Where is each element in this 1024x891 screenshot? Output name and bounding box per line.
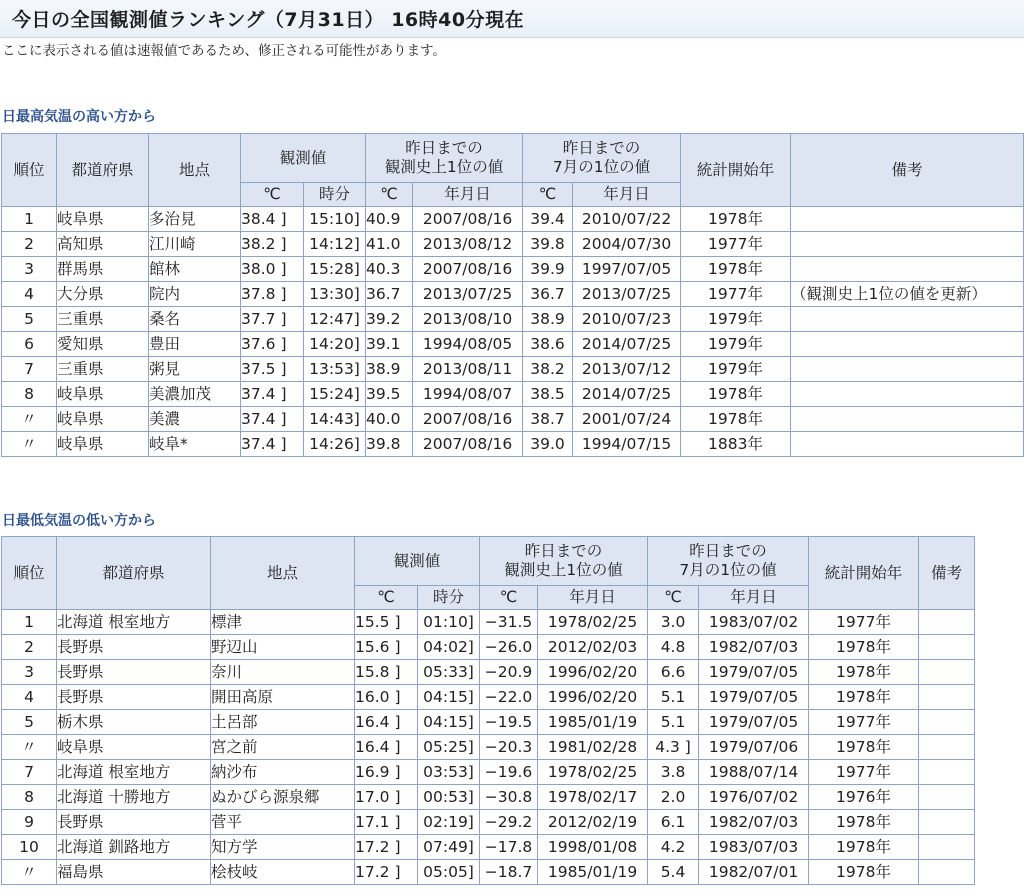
record-month-value-cell: 38.5 bbox=[523, 382, 573, 407]
observed-value-cell: 15.6 ] bbox=[355, 635, 418, 660]
observed-value-cell: 15.5 ] bbox=[355, 610, 418, 635]
header-remarks: 備考 bbox=[919, 537, 975, 610]
rank-cell: 6 bbox=[2, 332, 57, 357]
rank-cell: 〃 bbox=[2, 407, 57, 432]
remarks-cell bbox=[919, 810, 975, 835]
remarks-cell: （観測史上1位の値を更新） bbox=[791, 282, 1024, 307]
record-all-date-cell: 2013/08/11 bbox=[413, 357, 523, 382]
prefecture-cell: 大分県 bbox=[57, 282, 149, 307]
start-year-cell: 1977年 bbox=[809, 610, 919, 635]
rank-cell: 10 bbox=[2, 835, 57, 860]
record-month-date-cell: 1982/07/03 bbox=[699, 810, 809, 835]
rank-cell: 2 bbox=[2, 635, 57, 660]
observed-time-cell: 12:47] bbox=[304, 307, 366, 332]
record-month-date-cell: 1979/07/05 bbox=[699, 685, 809, 710]
observed-value-cell: 16.4 ] bbox=[355, 735, 418, 760]
prefecture-cell: 三重県 bbox=[57, 307, 149, 332]
subheader-time: 時分 bbox=[304, 183, 366, 207]
record-all-value-cell: 40.9 bbox=[366, 207, 413, 232]
record-month-value-cell: 4.2 bbox=[648, 835, 699, 860]
record-month-date-cell: 1979/07/05 bbox=[699, 660, 809, 685]
prefecture-cell: 愛知県 bbox=[57, 332, 149, 357]
rank-cell: 1 bbox=[2, 207, 57, 232]
subheader-unit: ℃ bbox=[480, 586, 538, 610]
record-month-date-cell: 1997/07/05 bbox=[573, 257, 681, 282]
header-record-month: 昨日までの 7月の1位の値 bbox=[648, 537, 809, 586]
rank-cell: 〃 bbox=[2, 735, 57, 760]
station-cell: 桧枝岐 bbox=[211, 860, 355, 885]
record-month-date-cell: 1983/07/02 bbox=[699, 610, 809, 635]
record-month-value-cell: 39.4 bbox=[523, 207, 573, 232]
observed-value-cell: 16.9 ] bbox=[355, 760, 418, 785]
start-year-cell: 1977年 bbox=[809, 760, 919, 785]
record-all-date-cell: 1978/02/25 bbox=[538, 760, 648, 785]
record-all-date-cell: 1994/08/07 bbox=[413, 382, 523, 407]
record-all-value-cell: 40.0 bbox=[366, 407, 413, 432]
station-cell: 美濃 bbox=[149, 407, 241, 432]
header-record-month: 昨日までの 7月の1位の値 bbox=[523, 134, 681, 183]
observed-time-cell: 13:30] bbox=[304, 282, 366, 307]
observed-value-cell: 37.4 ] bbox=[241, 432, 304, 457]
record-all-value-cell: −31.5 bbox=[480, 610, 538, 635]
header-record-all: 昨日までの 観測史上1位の値 bbox=[366, 134, 523, 183]
table-row bbox=[2, 810, 975, 835]
remarks-cell bbox=[791, 357, 1024, 382]
table-row bbox=[2, 332, 1024, 357]
table-row bbox=[2, 207, 1024, 232]
prefecture-cell: 長野県 bbox=[57, 810, 211, 835]
record-all-value-cell: 39.1 bbox=[366, 332, 413, 357]
record-all-value-cell: 36.7 bbox=[366, 282, 413, 307]
record-all-date-cell: 2013/08/10 bbox=[413, 307, 523, 332]
observed-time-cell: 00:53] bbox=[418, 785, 480, 810]
header-observed: 観測値 bbox=[355, 537, 480, 586]
station-cell: 江川崎 bbox=[149, 232, 241, 257]
station-cell: 土呂部 bbox=[211, 710, 355, 735]
record-all-value-cell: −19.6 bbox=[480, 760, 538, 785]
table-row bbox=[2, 357, 1024, 382]
header-prefecture: 都道府県 bbox=[57, 134, 149, 207]
record-month-date-cell: 1982/07/03 bbox=[699, 635, 809, 660]
rank-cell: 8 bbox=[2, 382, 57, 407]
record-all-date-cell: 2013/08/12 bbox=[413, 232, 523, 257]
observed-value-cell: 17.0 ] bbox=[355, 785, 418, 810]
prefecture-cell: 高知県 bbox=[57, 232, 149, 257]
prefecture-cell: 群馬県 bbox=[57, 257, 149, 282]
observed-time-cell: 05:25] bbox=[418, 735, 480, 760]
start-year-cell: 1978年 bbox=[809, 660, 919, 685]
table-row bbox=[2, 307, 1024, 332]
header-rank: 順位 bbox=[2, 134, 57, 207]
record-all-value-cell: −18.7 bbox=[480, 860, 538, 885]
remarks-cell bbox=[791, 307, 1024, 332]
station-cell: 岐阜* bbox=[149, 432, 241, 457]
observed-value-cell: 38.0 ] bbox=[241, 257, 304, 282]
record-month-value-cell: 38.7 bbox=[523, 407, 573, 432]
record-month-date-cell: 1983/07/03 bbox=[699, 835, 809, 860]
rank-cell: 5 bbox=[2, 710, 57, 735]
subheader-unit: ℃ bbox=[648, 586, 699, 610]
record-all-value-cell: −17.8 bbox=[480, 835, 538, 860]
table-row bbox=[2, 407, 1024, 432]
record-all-value-cell: 38.9 bbox=[366, 357, 413, 382]
rank-cell: 4 bbox=[2, 282, 57, 307]
station-cell: 多治見 bbox=[149, 207, 241, 232]
start-year-cell: 1978年 bbox=[809, 685, 919, 710]
record-all-date-cell: 2012/02/03 bbox=[538, 635, 648, 660]
table-row bbox=[2, 635, 975, 660]
prefecture-cell: 福島県 bbox=[57, 860, 211, 885]
prefecture-cell: 北海道 根室地方 bbox=[57, 610, 211, 635]
observed-value-cell: 37.8 ] bbox=[241, 282, 304, 307]
observed-time-cell: 15:28] bbox=[304, 257, 366, 282]
header-start-year: 統計開始年 bbox=[681, 134, 791, 207]
subheader-unit: ℃ bbox=[355, 586, 418, 610]
record-month-value-cell: 2.0 bbox=[648, 785, 699, 810]
record-month-value-cell: 38.2 bbox=[523, 357, 573, 382]
remarks-cell bbox=[919, 635, 975, 660]
record-all-date-cell: 1985/01/19 bbox=[538, 860, 648, 885]
record-month-date-cell: 1979/07/05 bbox=[699, 710, 809, 735]
observed-time-cell: 01:10] bbox=[418, 610, 480, 635]
record-month-date-cell: 2013/07/12 bbox=[573, 357, 681, 382]
prefecture-cell: 岐阜県 bbox=[57, 735, 211, 760]
record-month-value-cell: 5.1 bbox=[648, 710, 699, 735]
record-all-date-cell: 1996/02/20 bbox=[538, 685, 648, 710]
title-bar bbox=[0, 0, 1024, 38]
remarks-cell bbox=[791, 207, 1024, 232]
prefecture-cell: 三重県 bbox=[57, 357, 149, 382]
remarks-cell bbox=[791, 382, 1024, 407]
record-month-value-cell: 6.1 bbox=[648, 810, 699, 835]
table-row bbox=[2, 257, 1024, 282]
observed-value-cell: 37.7 ] bbox=[241, 307, 304, 332]
table-row bbox=[2, 835, 975, 860]
start-year-cell: 1978年 bbox=[809, 735, 919, 760]
table-row bbox=[2, 685, 975, 710]
record-month-value-cell: 5.1 bbox=[648, 685, 699, 710]
observed-time-cell: 04:15] bbox=[418, 685, 480, 710]
remarks-cell bbox=[919, 660, 975, 685]
record-month-date-cell: 2014/07/25 bbox=[573, 382, 681, 407]
station-cell: 粥見 bbox=[149, 357, 241, 382]
observed-value-cell: 37.5 ] bbox=[241, 357, 304, 382]
subheader-unit: ℃ bbox=[241, 183, 304, 207]
subheader-time: 時分 bbox=[418, 586, 480, 610]
header-station: 地点 bbox=[149, 134, 241, 207]
remarks-cell bbox=[791, 257, 1024, 282]
record-all-value-cell: −22.0 bbox=[480, 685, 538, 710]
rank-cell: 8 bbox=[2, 785, 57, 810]
record-month-value-cell: 4.3 ] bbox=[648, 735, 699, 760]
header-rank: 順位 bbox=[2, 537, 57, 610]
rank-cell: 3 bbox=[2, 660, 57, 685]
observed-time-cell: 04:02] bbox=[418, 635, 480, 660]
rank-cell: 2 bbox=[2, 232, 57, 257]
record-month-value-cell: 5.4 bbox=[648, 860, 699, 885]
start-year-cell: 1977年 bbox=[809, 710, 919, 735]
record-all-value-cell: 39.8 bbox=[366, 432, 413, 457]
header-prefecture: 都道府県 bbox=[57, 537, 211, 610]
subheader-unit: ℃ bbox=[366, 183, 413, 207]
header-station: 地点 bbox=[211, 537, 355, 610]
start-year-cell: 1978年 bbox=[809, 835, 919, 860]
start-year-cell: 1978年 bbox=[681, 257, 791, 282]
rank-cell: 7 bbox=[2, 357, 57, 382]
station-cell: 納沙布 bbox=[211, 760, 355, 785]
record-month-date-cell: 1979/07/06 bbox=[699, 735, 809, 760]
observed-value-cell: 37.6 ] bbox=[241, 332, 304, 357]
table-row bbox=[2, 610, 975, 635]
station-cell: 豊田 bbox=[149, 332, 241, 357]
table-row bbox=[2, 282, 1024, 307]
record-month-date-cell: 1982/07/01 bbox=[699, 860, 809, 885]
remarks-cell bbox=[791, 407, 1024, 432]
observed-time-cell: 15:24] bbox=[304, 382, 366, 407]
start-year-cell: 1978年 bbox=[809, 860, 919, 885]
remarks-cell bbox=[791, 232, 1024, 257]
observed-value-cell: 17.1 ] bbox=[355, 810, 418, 835]
observed-time-cell: 14:20] bbox=[304, 332, 366, 357]
station-cell: 館林 bbox=[149, 257, 241, 282]
rank-cell: 4 bbox=[2, 685, 57, 710]
high-temp-table bbox=[1, 133, 1024, 457]
station-cell: ぬかびら源泉郷 bbox=[211, 785, 355, 810]
record-month-value-cell: 3.8 bbox=[648, 760, 699, 785]
prefecture-cell: 北海道 根室地方 bbox=[57, 760, 211, 785]
record-all-date-cell: 1998/01/08 bbox=[538, 835, 648, 860]
record-month-value-cell: 39.9 bbox=[523, 257, 573, 282]
start-year-cell: 1977年 bbox=[681, 282, 791, 307]
record-month-date-cell: 1976/07/02 bbox=[699, 785, 809, 810]
rank-cell: 7 bbox=[2, 760, 57, 785]
rank-cell: 9 bbox=[2, 810, 57, 835]
low-temp-heading: 日最低気温の低い方から bbox=[2, 513, 156, 529]
remarks-cell bbox=[919, 710, 975, 735]
table-row bbox=[2, 760, 975, 785]
station-cell: 宮之前 bbox=[211, 735, 355, 760]
prefecture-cell: 岐阜県 bbox=[57, 382, 149, 407]
record-month-date-cell: 2001/07/24 bbox=[573, 407, 681, 432]
prefecture-cell: 北海道 十勝地方 bbox=[57, 785, 211, 810]
remarks-cell bbox=[919, 785, 975, 810]
table-row bbox=[2, 382, 1024, 407]
remarks-cell bbox=[919, 735, 975, 760]
prefecture-cell: 長野県 bbox=[57, 685, 211, 710]
record-month-date-cell: 2010/07/22 bbox=[573, 207, 681, 232]
observed-time-cell: 07:49] bbox=[418, 835, 480, 860]
remarks-cell bbox=[791, 432, 1024, 457]
table-row bbox=[2, 710, 975, 735]
remarks-cell bbox=[919, 610, 975, 635]
start-year-cell: 1978年 bbox=[809, 810, 919, 835]
record-month-value-cell: 6.6 bbox=[648, 660, 699, 685]
record-all-date-cell: 2007/08/16 bbox=[413, 432, 523, 457]
header-remarks: 備考 bbox=[791, 134, 1024, 207]
record-month-date-cell: 2004/07/30 bbox=[573, 232, 681, 257]
rank-cell: 〃 bbox=[2, 860, 57, 885]
remarks-cell bbox=[791, 332, 1024, 357]
record-all-value-cell: −19.5 bbox=[480, 710, 538, 735]
observed-time-cell: 14:26] bbox=[304, 432, 366, 457]
start-year-cell: 1978年 bbox=[809, 635, 919, 660]
record-all-date-cell: 1981/02/28 bbox=[538, 735, 648, 760]
start-year-cell: 1979年 bbox=[681, 357, 791, 382]
observed-time-cell: 03:53] bbox=[418, 760, 480, 785]
table-row bbox=[2, 232, 1024, 257]
record-month-date-cell: 1988/07/14 bbox=[699, 760, 809, 785]
record-month-value-cell: 39.0 bbox=[523, 432, 573, 457]
start-year-cell: 1978年 bbox=[681, 207, 791, 232]
observed-value-cell: 37.4 ] bbox=[241, 407, 304, 432]
record-month-value-cell: 4.8 bbox=[648, 635, 699, 660]
record-all-date-cell: 1978/02/25 bbox=[538, 610, 648, 635]
page-title: 今日の全国観測値ランキング（7月31日） 16時40分現在 bbox=[12, 9, 525, 31]
low-temp-table bbox=[1, 536, 975, 885]
record-month-value-cell: 38.9 bbox=[523, 307, 573, 332]
record-month-value-cell: 38.6 bbox=[523, 332, 573, 357]
prefecture-cell: 岐阜県 bbox=[57, 207, 149, 232]
observed-time-cell: 02:19] bbox=[418, 810, 480, 835]
subheader-date: 年月日 bbox=[699, 586, 809, 610]
station-cell: 開田高原 bbox=[211, 685, 355, 710]
record-all-date-cell: 2012/02/19 bbox=[538, 810, 648, 835]
observed-value-cell: 15.8 ] bbox=[355, 660, 418, 685]
observed-value-cell: 38.2 ] bbox=[241, 232, 304, 257]
rank-cell: 1 bbox=[2, 610, 57, 635]
observed-time-cell: 05:05] bbox=[418, 860, 480, 885]
station-cell: 野辺山 bbox=[211, 635, 355, 660]
record-all-date-cell: 2013/07/25 bbox=[413, 282, 523, 307]
remarks-cell bbox=[919, 835, 975, 860]
record-all-date-cell: 1978/02/17 bbox=[538, 785, 648, 810]
station-cell: 美濃加茂 bbox=[149, 382, 241, 407]
prefecture-cell: 長野県 bbox=[57, 660, 211, 685]
start-year-cell: 1977年 bbox=[681, 232, 791, 257]
preliminary-notice: ここに表示される値は速報値であるため、修正される可能性があります。 bbox=[2, 43, 446, 59]
subheader-date: 年月日 bbox=[413, 183, 523, 207]
observed-time-cell: 14:43] bbox=[304, 407, 366, 432]
observed-value-cell: 37.4 ] bbox=[241, 382, 304, 407]
record-all-value-cell: 40.3 bbox=[366, 257, 413, 282]
observed-value-cell: 17.2 ] bbox=[355, 860, 418, 885]
start-year-cell: 1979年 bbox=[681, 307, 791, 332]
record-all-date-cell: 2007/08/16 bbox=[413, 407, 523, 432]
record-all-value-cell: −26.0 bbox=[480, 635, 538, 660]
observed-value-cell: 17.2 ] bbox=[355, 835, 418, 860]
station-cell: 奈川 bbox=[211, 660, 355, 685]
subheader-date: 年月日 bbox=[573, 183, 681, 207]
record-all-date-cell: 2007/08/16 bbox=[413, 207, 523, 232]
remarks-cell bbox=[919, 685, 975, 710]
subheader-unit: ℃ bbox=[523, 183, 573, 207]
record-all-date-cell: 2007/08/16 bbox=[413, 257, 523, 282]
start-year-cell: 1979年 bbox=[681, 332, 791, 357]
start-year-cell: 1978年 bbox=[681, 407, 791, 432]
prefecture-cell: 栃木県 bbox=[57, 710, 211, 735]
observed-time-cell: 15:10] bbox=[304, 207, 366, 232]
header-observed: 観測値 bbox=[241, 134, 366, 183]
station-cell: 菅平 bbox=[211, 810, 355, 835]
observed-time-cell: 13:53] bbox=[304, 357, 366, 382]
table-row bbox=[2, 432, 1024, 457]
observed-time-cell: 05:33] bbox=[418, 660, 480, 685]
record-month-date-cell: 1994/07/15 bbox=[573, 432, 681, 457]
rank-cell: 5 bbox=[2, 307, 57, 332]
prefecture-cell: 岐阜県 bbox=[57, 432, 149, 457]
record-all-value-cell: 41.0 bbox=[366, 232, 413, 257]
table-row bbox=[2, 660, 975, 685]
station-cell: 知方学 bbox=[211, 835, 355, 860]
record-all-date-cell: 1996/02/20 bbox=[538, 660, 648, 685]
header-start-year: 統計開始年 bbox=[809, 537, 919, 610]
record-all-value-cell: −20.3 bbox=[480, 735, 538, 760]
record-month-value-cell: 3.0 bbox=[648, 610, 699, 635]
record-month-date-cell: 2013/07/25 bbox=[573, 282, 681, 307]
table-row bbox=[2, 785, 975, 810]
observed-value-cell: 16.0 ] bbox=[355, 685, 418, 710]
table-row bbox=[2, 860, 975, 885]
header-record-all: 昨日までの 観測史上1位の値 bbox=[480, 537, 648, 586]
station-cell: 桑名 bbox=[149, 307, 241, 332]
rank-cell: 〃 bbox=[2, 432, 57, 457]
record-all-value-cell: 39.2 bbox=[366, 307, 413, 332]
remarks-cell bbox=[919, 860, 975, 885]
observed-value-cell: 38.4 ] bbox=[241, 207, 304, 232]
record-month-date-cell: 2014/07/25 bbox=[573, 332, 681, 357]
observed-time-cell: 14:12] bbox=[304, 232, 366, 257]
record-month-value-cell: 39.8 bbox=[523, 232, 573, 257]
rank-cell: 3 bbox=[2, 257, 57, 282]
start-year-cell: 1883年 bbox=[681, 432, 791, 457]
observed-time-cell: 04:15] bbox=[418, 710, 480, 735]
record-all-date-cell: 1994/08/05 bbox=[413, 332, 523, 357]
station-cell: 標津 bbox=[211, 610, 355, 635]
prefecture-cell: 岐阜県 bbox=[57, 407, 149, 432]
prefecture-cell: 北海道 釧路地方 bbox=[57, 835, 211, 860]
high-temp-heading: 日最高気温の高い方から bbox=[2, 109, 156, 125]
start-year-cell: 1976年 bbox=[809, 785, 919, 810]
record-all-value-cell: −30.8 bbox=[480, 785, 538, 810]
observed-value-cell: 16.4 ] bbox=[355, 710, 418, 735]
record-month-value-cell: 36.7 bbox=[523, 282, 573, 307]
record-month-date-cell: 2010/07/23 bbox=[573, 307, 681, 332]
record-all-value-cell: −29.2 bbox=[480, 810, 538, 835]
record-all-date-cell: 1985/01/19 bbox=[538, 710, 648, 735]
subheader-date: 年月日 bbox=[538, 586, 648, 610]
start-year-cell: 1978年 bbox=[681, 382, 791, 407]
station-cell: 院内 bbox=[149, 282, 241, 307]
record-all-value-cell: 39.5 bbox=[366, 382, 413, 407]
record-all-value-cell: −20.9 bbox=[480, 660, 538, 685]
prefecture-cell: 長野県 bbox=[57, 635, 211, 660]
table-row bbox=[2, 735, 975, 760]
remarks-cell bbox=[919, 760, 975, 785]
